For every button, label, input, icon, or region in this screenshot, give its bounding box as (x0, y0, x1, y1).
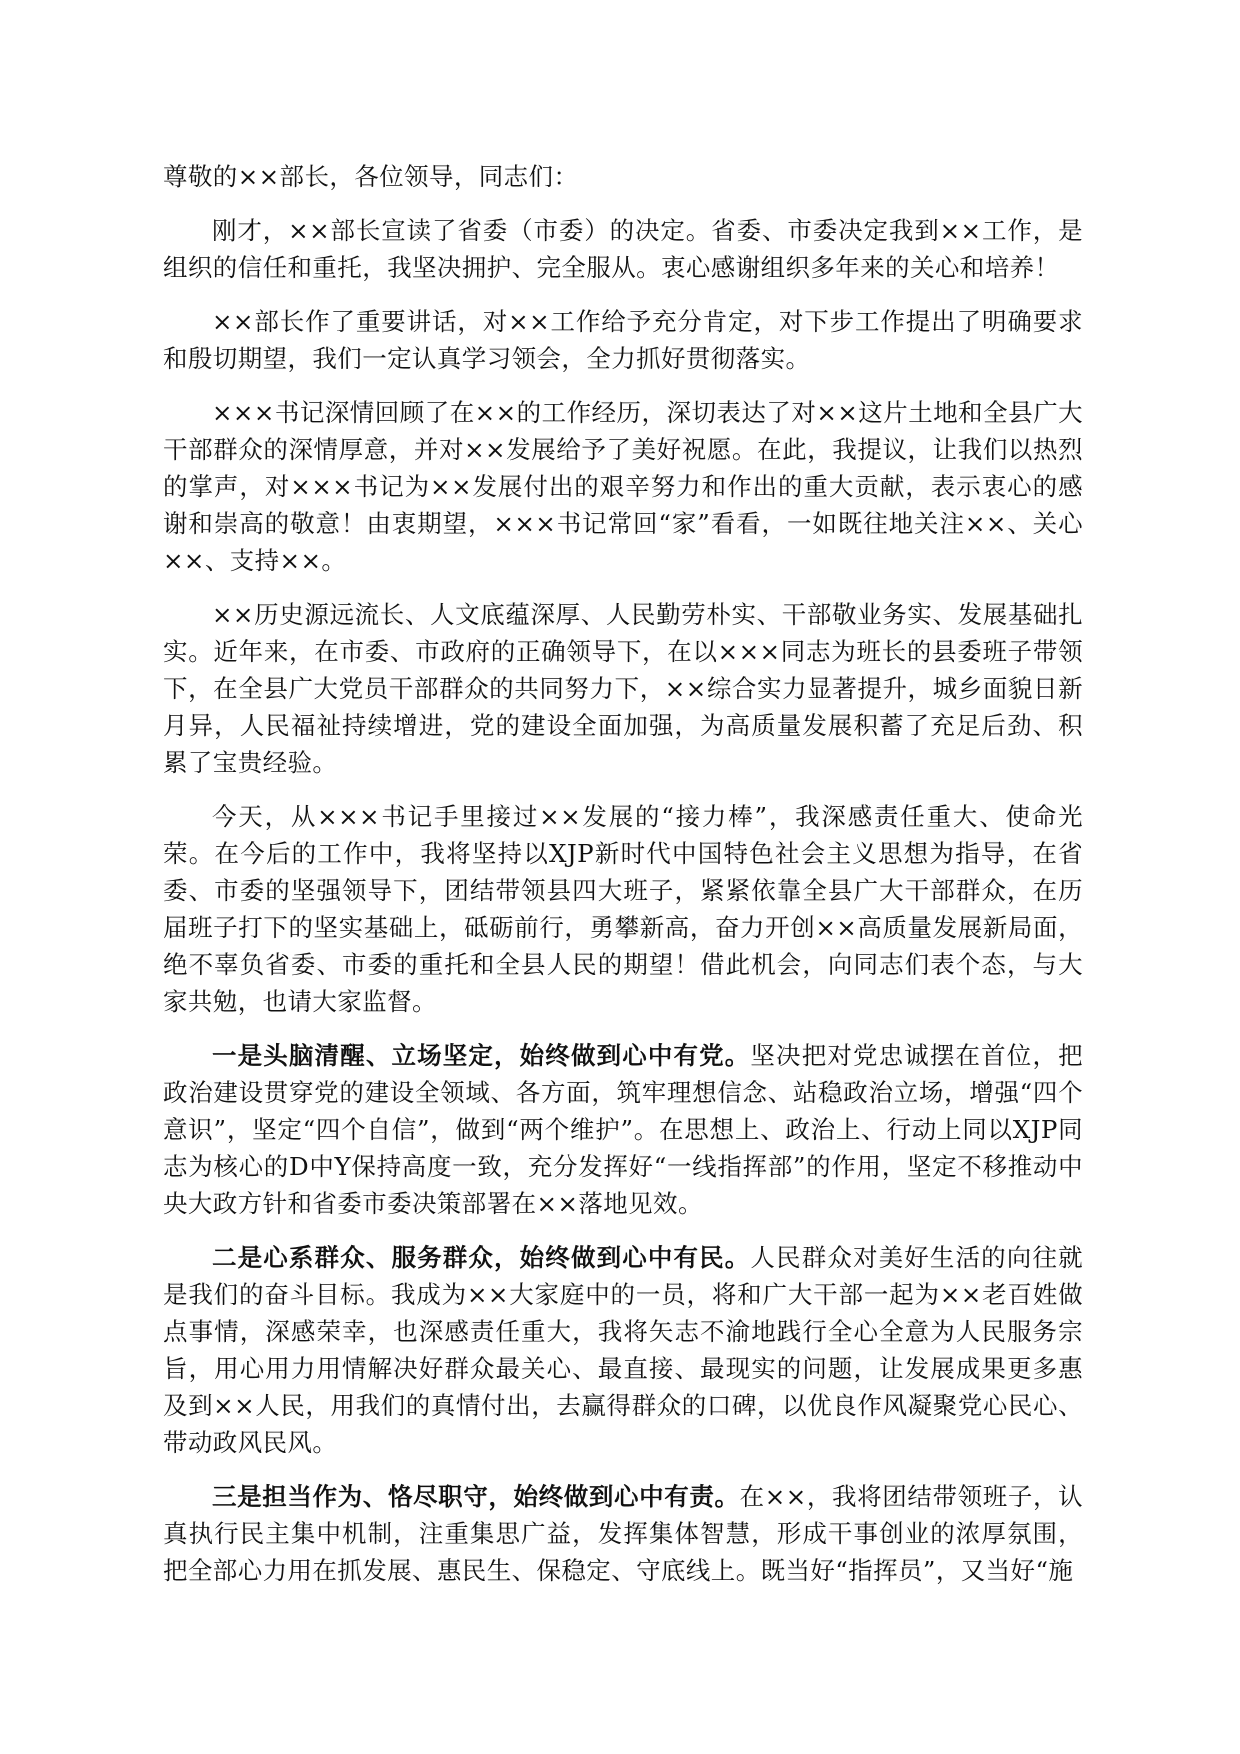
paragraph-text: 今天，从×××书记手里接过××发展的“接力棒”，我深感责任重大、使命光荣。在今后的工作中，我将坚持以XJP新时代中国特色社会主义思想为指导，在省委、市委的坚强领导下，团结带领县四大班子，紧紧依靠全县广大干部群众，在历届班子打下的坚实基础上，砥砺前行，勇攀新高，奋力开创××高质量发展新局面，绝不辜负省委、市委的重托和全县人民的期望！借此机会，向同志们表个态，与大家共勉，也请大家监督。 (163, 802, 1083, 1016)
paragraph-county-overview (163, 596, 1083, 781)
paragraph-commitment (163, 798, 1083, 1020)
paragraph-pledge-duty (163, 1478, 1083, 1589)
speech-body (163, 158, 1083, 1606)
paragraph-lead: 三是担当作为、恪尽职守，始终做到心中有责。 (212, 1482, 740, 1511)
paragraph-text: ×××书记深情回顾了在××的工作经历，深切表达了对××这片土地和全县广大干部群众的深情厚意，并对××发展给予了美好祝愿。在此，我提议，让我们以热烈的掌声，对×××书记为××发展付出的艰辛努力和作出的重大贡献，表示衷心的感谢和崇高的敬意！由衷期望，×××书记常回“家”看看，一如既往地关注××、关心××、支持××。 (163, 398, 1083, 575)
paragraph-text: 在××，我将团结带领班子，认真执行民主集中机制，注重集思广益，发挥集体智慧，形成干事创业的浓厚氛围，把全部心力用在抓发展、惠民生、保稳定、守底线上。既当好“指挥员”，又当好“施 (163, 1482, 1084, 1585)
paragraph-pledge-party (163, 1037, 1083, 1222)
paragraph-text: ××历史源远流长、人文底蕴深厚、人民勤劳朴实、干部敬业务实、发展基础扎实。近年来，在市委、市政府的正确领导下，在以×××同志为班长的县委班子带领下，在全县广大党员干部群众的共同努力下，××综合实力显著提升，城乡面貌日新月异，人民福祉持续增进，党的建设全面加强，为高质量发展积蓄了充足后劲、积累了宝贵经验。 (163, 600, 1083, 777)
salutation: 尊敬的××部长，各位领导，同志们： (163, 162, 579, 191)
paragraph-text: 刚才，××部长宣读了省委（市委）的决定。省委、市委决定我到××工作，是组织的信任和重托，我坚决拥护、完全服从。衷心感谢组织多年来的关心和培养！ (163, 216, 1083, 282)
paragraph-lead: 一是头脑清醒、立场坚定，始终做到心中有党。 (212, 1041, 751, 1070)
paragraph-lead: 二是心系群众、服务群众，始终做到心中有民。 (212, 1243, 751, 1272)
paragraph-text: 坚决把对党忠诚摆在首位，把政治建设贯穿党的建设全领域、各方面，筑牢理想信念、站稳政治立场，增强“四个意识”，坚定“四个自信”，做到“两个维护”。在思想上、政治上、行动上同以XJP同志为核心的D中Y保持高度一致，充分发挥好“一线指挥部”的作用，坚定不移推动中央大政方针和省委市委决策部署在××落地见效。 (163, 1041, 1083, 1218)
paragraph-text: ××部长作了重要讲话，对××工作给予充分肯定，对下步工作提出了明确要求和殷切期望，我们一定认真学习领会，全力抓好贯彻落实。 (163, 307, 1083, 373)
paragraph-pledge-people (163, 1239, 1083, 1461)
paragraph-secretary-tribute (163, 394, 1083, 579)
paragraph-text: 人民群众对美好生活的向往就是我们的奋斗目标。我成为××大家庭中的一员，将和广大干部一起为××老百姓做点事情，深感荣幸，也深感责任重大，我将矢志不渝地践行全心全意为人民服务宗旨，用心用力用情解决好群众最关心、最直接、最现实的问题，让发展成果更多惠及到××人民，用我们的真情付出，去赢得群众的口碑，以优良作风凝聚党心民心、带动政风民风。 (163, 1243, 1083, 1457)
paragraph-thanks (163, 212, 1083, 286)
paragraph-minister-speech (163, 303, 1083, 377)
